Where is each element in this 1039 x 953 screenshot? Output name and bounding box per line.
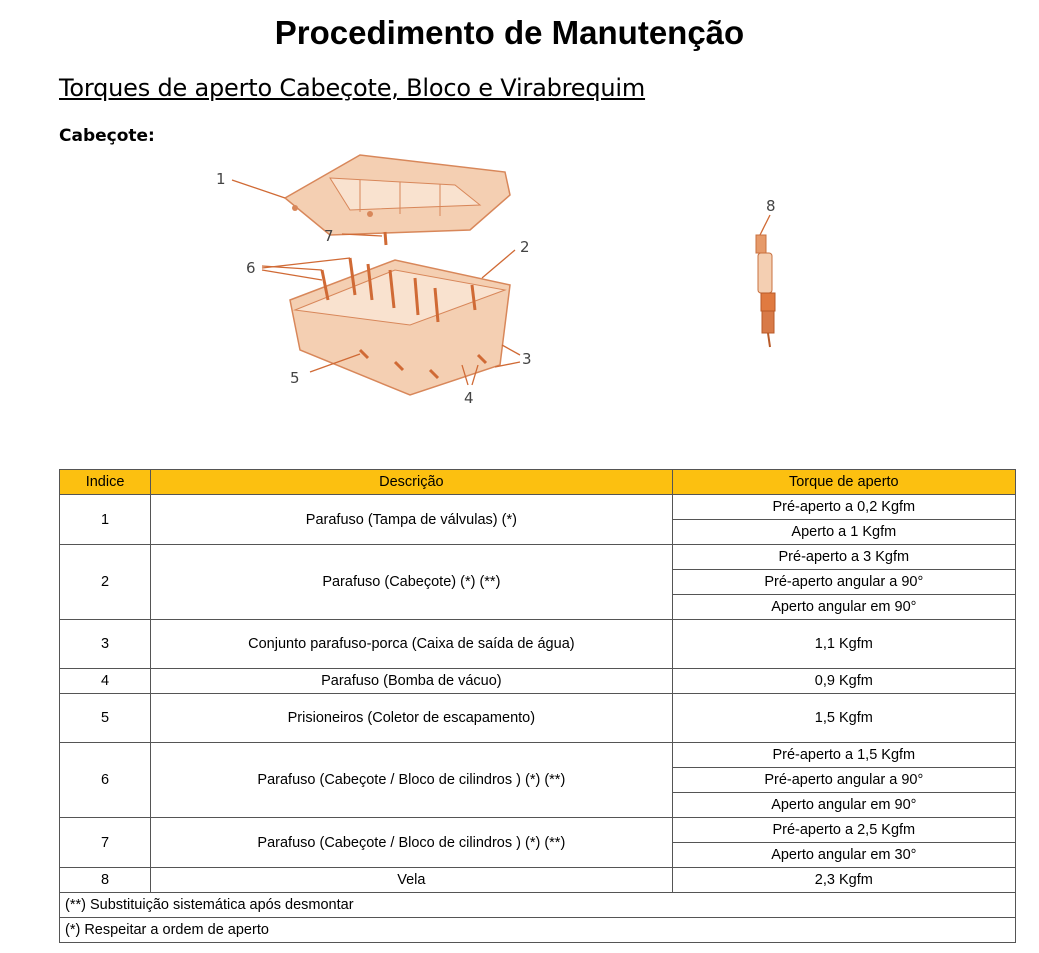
spark-plug-illustration: [756, 235, 775, 347]
row-torque: 0,9 Kgfm: [672, 669, 1015, 694]
callout-label-7: 7: [324, 227, 334, 245]
row-index: 2: [60, 545, 151, 620]
row-torque: Aperto a 1 Kgfm: [672, 520, 1015, 545]
row-torque: 1,1 Kgfm: [672, 620, 1015, 669]
callout-label-6: 6: [246, 259, 256, 277]
row-index: 1: [60, 495, 151, 545]
callout-label-3: 3: [522, 350, 532, 368]
row-index: 8: [60, 868, 151, 893]
callout-label-8: 8: [766, 197, 776, 215]
row-torque: Aperto angular em 90°: [672, 595, 1015, 620]
row-index: 6: [60, 743, 151, 818]
note-replace: (**) Substituição sistemática após desmontar: [60, 893, 1016, 918]
header-index: Indice: [60, 470, 151, 495]
row-index: 4: [60, 669, 151, 694]
torque-table: [59, 469, 1016, 943]
callout-label-5: 5: [290, 369, 300, 387]
row-description: Parafuso (Tampa de válvulas) (*): [151, 495, 673, 545]
row-torque: Aperto angular em 30°: [672, 843, 1015, 868]
row-torque: Pré-aperto angular a 90°: [672, 768, 1015, 793]
table-row: [60, 620, 1016, 669]
row-description: Prisioneiros (Coletor de escapamento): [151, 694, 673, 743]
row-torque: Aperto angular em 90°: [672, 793, 1015, 818]
table-row: [60, 669, 1016, 694]
row-description: Vela: [151, 868, 673, 893]
note-order: (*) Respeitar a ordem de aperto: [60, 918, 1016, 943]
page-title: Procedimento de Manutenção: [274, 14, 745, 51]
table-row: [60, 743, 1016, 768]
row-index: 3: [60, 620, 151, 669]
callout-label-4: 4: [464, 389, 474, 407]
table-row: [60, 694, 1016, 743]
header-description: Descrição: [151, 470, 673, 495]
row-torque: 2,3 Kgfm: [672, 868, 1015, 893]
row-index: 7: [60, 818, 151, 868]
table-row: [60, 495, 1016, 520]
row-torque: Pré-aperto angular a 90°: [672, 570, 1015, 595]
row-torque: Pré-aperto a 0,2 Kgfm: [672, 495, 1015, 520]
table-note-row: [60, 893, 1016, 918]
valve-cover-illustration: [285, 155, 510, 235]
table-row: [60, 818, 1016, 843]
row-index: 5: [60, 694, 151, 743]
section-subtitle: Torques de aperto Cabeçote, Bloco e Virabrequim: [59, 74, 646, 102]
row-description: Parafuso (Bomba de vácuo): [151, 669, 673, 694]
table-header-row: [60, 470, 1016, 495]
spark-plug-diagram: [730, 195, 800, 355]
row-description: Parafuso (Cabeçote) (*) (**): [151, 545, 673, 620]
table-row: [60, 545, 1016, 570]
table-note-row: [60, 918, 1016, 943]
cylinder-head-diagram: [210, 150, 550, 415]
row-description: Conjunto parafuso-porca (Caixa de saída de água): [151, 620, 673, 669]
row-torque: 1,5 Kgfm: [672, 694, 1015, 743]
row-description: Parafuso (Cabeçote / Bloco de cilindros ) (*) (**): [151, 743, 673, 818]
callout-label-1: 1: [216, 170, 226, 188]
row-torque: Pré-aperto a 1,5 Kgfm: [672, 743, 1015, 768]
table-row: [60, 868, 1016, 893]
row-torque: Pré-aperto a 3 Kgfm: [672, 545, 1015, 570]
row-torque: Pré-aperto a 2,5 Kgfm: [672, 818, 1015, 843]
callout-label-2: 2: [520, 238, 530, 256]
row-description: Parafuso (Cabeçote / Bloco de cilindros ) (*) (**): [151, 818, 673, 868]
section-label: Cabeçote:: [59, 126, 155, 146]
header-torque: Torque de aperto: [672, 470, 1015, 495]
